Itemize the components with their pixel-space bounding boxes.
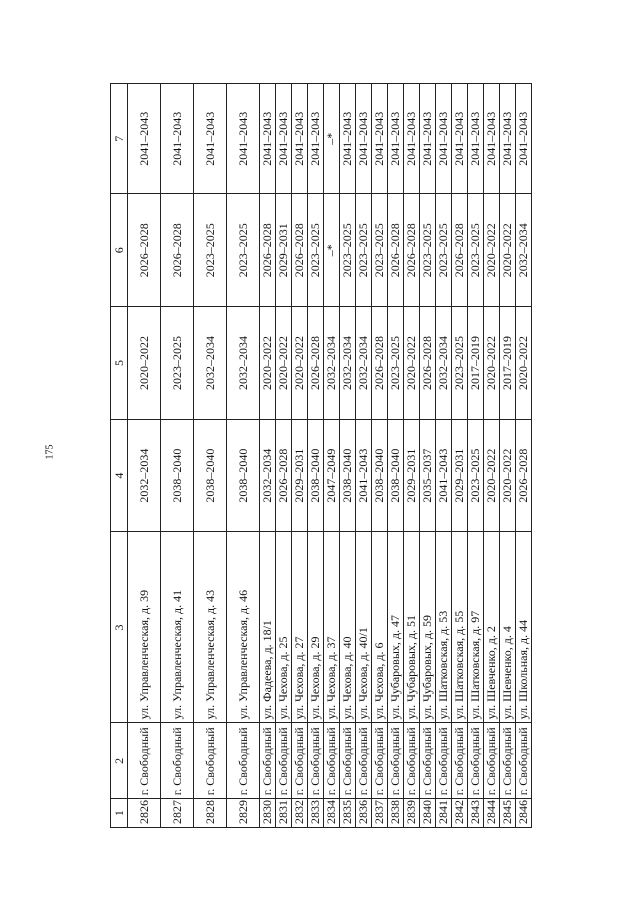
city-cell: г. Свободный (436, 723, 452, 799)
period-cell: 2026–2028 (452, 194, 468, 307)
row-number-cell: 2841 (436, 799, 452, 828)
period-cell: 2026–2028 (260, 194, 276, 307)
period-cell: 2023–2025 (468, 419, 484, 532)
period-cell: –* (324, 84, 340, 194)
schedule-table (110, 83, 532, 828)
city-cell: г. Свободный (340, 723, 356, 799)
period-cell: 2023–2025 (372, 194, 388, 307)
period-cell: 2041–2043 (372, 84, 388, 194)
period-cell: 2041–2043 (308, 84, 324, 194)
table-row (227, 84, 260, 828)
city-cell: г. Свободный (161, 723, 194, 799)
table-row (484, 84, 500, 828)
address-cell: ул. Чубаровых, д. 59 (420, 532, 436, 723)
row-number-cell: 2844 (484, 799, 500, 828)
city-cell: г. Свободный (516, 723, 532, 799)
period-cell: 2020–2022 (484, 419, 500, 532)
period-cell: 2023–2025 (420, 194, 436, 307)
row-number-cell: 2833 (308, 799, 324, 828)
row-number-cell: 2837 (372, 799, 388, 828)
row-number-cell: 2838 (388, 799, 404, 828)
city-cell: г. Свободный (356, 723, 372, 799)
table-body (128, 84, 532, 828)
row-number-cell: 2831 (276, 799, 292, 828)
period-cell: 2023–2025 (468, 194, 484, 307)
address-cell: ул. Чехова, д. 40 (340, 532, 356, 723)
row-number-cell: 2846 (516, 799, 532, 828)
period-cell: 2041–2043 (516, 84, 532, 194)
address-cell: ул. Управленческая, д. 39 (128, 532, 161, 723)
table-row (420, 84, 436, 828)
period-cell: 2026–2028 (161, 194, 194, 307)
row-number-cell: 2834 (324, 799, 340, 828)
address-cell: ул. Шатковская, д. 97 (468, 532, 484, 723)
city-cell: г. Свободный (452, 723, 468, 799)
table-row (128, 84, 161, 828)
row-number-cell: 2835 (340, 799, 356, 828)
table-row (308, 84, 324, 828)
row-number-cell: 2828 (194, 799, 227, 828)
period-cell: 2041–2043 (161, 84, 194, 194)
period-cell: 2029–2031 (292, 419, 308, 532)
period-cell: 2041–2043 (227, 84, 260, 194)
column-header: 2 (111, 723, 128, 799)
period-cell: 2041–2043 (436, 419, 452, 532)
table-row (276, 84, 292, 828)
period-cell: 2026–2028 (388, 194, 404, 307)
row-number-cell: 2832 (292, 799, 308, 828)
period-cell: 2041–2043 (128, 84, 161, 194)
city-cell: г. Свободный (388, 723, 404, 799)
period-cell: 2038–2040 (372, 419, 388, 532)
period-cell: 2041–2043 (194, 84, 227, 194)
row-number-cell: 2836 (356, 799, 372, 828)
period-cell: 2023–2025 (388, 307, 404, 420)
table-row (468, 84, 484, 828)
row-number-cell: 2830 (260, 799, 276, 828)
period-cell: 2026–2028 (404, 194, 420, 307)
row-number-cell: 2842 (452, 799, 468, 828)
period-cell: 2041–2043 (276, 84, 292, 194)
address-cell: ул. Шевченко, д. 2 (484, 532, 500, 723)
table-row (452, 84, 468, 828)
period-cell: 2038–2040 (194, 419, 227, 532)
row-number-cell: 2840 (420, 799, 436, 828)
row-number-cell: 2829 (227, 799, 260, 828)
period-cell: 2023–2025 (161, 307, 194, 420)
period-cell: 2023–2025 (308, 194, 324, 307)
period-cell: 2032–2034 (227, 307, 260, 420)
city-cell: г. Свободный (324, 723, 340, 799)
city-cell: г. Свободный (227, 723, 260, 799)
table-row (292, 84, 308, 828)
period-cell: 2020–2022 (260, 307, 276, 420)
period-cell: 2041–2043 (420, 84, 436, 194)
period-cell: 2038–2040 (161, 419, 194, 532)
period-cell: 2020–2022 (276, 307, 292, 420)
column-header: 1 (111, 799, 128, 828)
address-cell: ул. Шатковская, д. 53 (436, 532, 452, 723)
period-cell: 2023–2025 (356, 194, 372, 307)
address-cell: ул. Чехова, д. 25 (276, 532, 292, 723)
period-cell: 2020–2022 (292, 307, 308, 420)
table-row (404, 84, 420, 828)
period-cell: 2047–2049 (324, 419, 340, 532)
table-row (260, 84, 276, 828)
period-cell: 2023–2025 (436, 194, 452, 307)
address-cell: ул. Чехова, д. 29 (308, 532, 324, 723)
period-cell: 2020–2022 (484, 194, 500, 307)
row-number-cell: 2827 (161, 799, 194, 828)
period-cell: 2041–2043 (452, 84, 468, 194)
table-header-row (111, 84, 128, 828)
rotated-table-container (110, 83, 592, 828)
period-cell: 2035–2037 (420, 419, 436, 532)
city-cell: г. Свободный (308, 723, 324, 799)
address-cell: ул. Шатковская, д. 55 (452, 532, 468, 723)
period-cell: 2041–2043 (292, 84, 308, 194)
period-cell: 2023–2025 (452, 307, 468, 420)
table-row (372, 84, 388, 828)
period-cell: 2023–2025 (194, 194, 227, 307)
column-header: 5 (111, 307, 128, 420)
city-cell: г. Свободный (128, 723, 161, 799)
column-header: 3 (111, 532, 128, 723)
city-cell: г. Свободный (468, 723, 484, 799)
period-cell: 2041–2043 (436, 84, 452, 194)
period-cell: 2026–2028 (420, 307, 436, 420)
address-cell: ул. Чехова, д. 40/1 (356, 532, 372, 723)
column-header: 7 (111, 84, 128, 194)
period-cell: 2020–2022 (500, 194, 516, 307)
period-cell: 2041–2043 (468, 84, 484, 194)
period-cell: 2038–2040 (388, 419, 404, 532)
period-cell: 2020–2022 (500, 419, 516, 532)
address-cell: ул. Управленческая, д. 43 (194, 532, 227, 723)
table-row (516, 84, 532, 828)
city-cell: г. Свободный (292, 723, 308, 799)
period-cell: 2041–2043 (356, 84, 372, 194)
address-cell: ул. Фадеева, д. 18/1 (260, 532, 276, 723)
period-cell: 2038–2040 (308, 419, 324, 532)
row-number-cell: 2845 (500, 799, 516, 828)
address-cell: ул. Чехова, д. 27 (292, 532, 308, 723)
row-number-cell: 2839 (404, 799, 420, 828)
period-cell: 2032–2034 (260, 419, 276, 532)
period-cell: 2032–2034 (128, 419, 161, 532)
table-row (436, 84, 452, 828)
period-cell: 2026–2028 (292, 194, 308, 307)
city-cell: г. Свободный (276, 723, 292, 799)
period-cell: 2029–2031 (404, 419, 420, 532)
row-number-cell: 2843 (468, 799, 484, 828)
city-cell: г. Свободный (260, 723, 276, 799)
period-cell: 2032–2034 (356, 307, 372, 420)
period-cell: 2026–2028 (308, 307, 324, 420)
page-number: 175 (44, 444, 56, 460)
table-row (500, 84, 516, 828)
period-cell: 2032–2034 (194, 307, 227, 420)
city-cell: г. Свободный (420, 723, 436, 799)
period-cell: 2026–2028 (372, 307, 388, 420)
city-cell: г. Свободный (484, 723, 500, 799)
period-cell: 2020–2022 (516, 307, 532, 420)
city-cell: г. Свободный (194, 723, 227, 799)
period-cell: 2041–2043 (484, 84, 500, 194)
period-cell: 2023–2025 (227, 194, 260, 307)
address-cell: ул. Чехова, д. 6 (372, 532, 388, 723)
city-cell: г. Свободный (500, 723, 516, 799)
address-cell: ул. Чубаровых, д. 51 (404, 532, 420, 723)
period-cell: 2017–2019 (500, 307, 516, 420)
period-cell: 2032–2034 (340, 307, 356, 420)
table-row (340, 84, 356, 828)
period-cell: 2026–2028 (516, 419, 532, 532)
period-cell: 2032–2034 (516, 194, 532, 307)
period-cell: 2026–2028 (276, 419, 292, 532)
table-row (161, 84, 194, 828)
period-cell: 2041–2043 (356, 419, 372, 532)
table-row (194, 84, 227, 828)
period-cell: 2041–2043 (340, 84, 356, 194)
table-row (388, 84, 404, 828)
period-cell: 2026–2028 (128, 194, 161, 307)
period-cell: 2020–2022 (404, 307, 420, 420)
period-cell: 2020–2022 (128, 307, 161, 420)
period-cell: 2032–2034 (324, 307, 340, 420)
period-cell: 2017–2019 (468, 307, 484, 420)
address-cell: ул. Управленческая, д. 41 (161, 532, 194, 723)
address-cell: ул. Чубаровых, д. 47 (388, 532, 404, 723)
table-row (356, 84, 372, 828)
address-cell: ул. Управленческая, д. 46 (227, 532, 260, 723)
period-cell: 2041–2043 (260, 84, 276, 194)
period-cell: 2041–2043 (500, 84, 516, 194)
period-cell: 2023–2025 (340, 194, 356, 307)
period-cell: –* (324, 194, 340, 307)
period-cell: 2020–2022 (484, 307, 500, 420)
period-cell: 2041–2043 (404, 84, 420, 194)
period-cell: 2038–2040 (227, 419, 260, 532)
period-cell: 2032–2034 (436, 307, 452, 420)
period-cell: 2038–2040 (340, 419, 356, 532)
address-cell: ул. Шевченко, д. 4 (500, 532, 516, 723)
period-cell: 2041–2043 (388, 84, 404, 194)
address-cell: ул. Чехова, д. 37 (324, 532, 340, 723)
column-header: 4 (111, 419, 128, 532)
column-header: 6 (111, 194, 128, 307)
city-cell: г. Свободный (372, 723, 388, 799)
address-cell: ул. Школьная, д. 44 (516, 532, 532, 723)
period-cell: 2029–2031 (276, 194, 292, 307)
row-number-cell: 2826 (128, 799, 161, 828)
city-cell: г. Свободный (404, 723, 420, 799)
period-cell: 2029–2031 (452, 419, 468, 532)
table-row (324, 84, 340, 828)
